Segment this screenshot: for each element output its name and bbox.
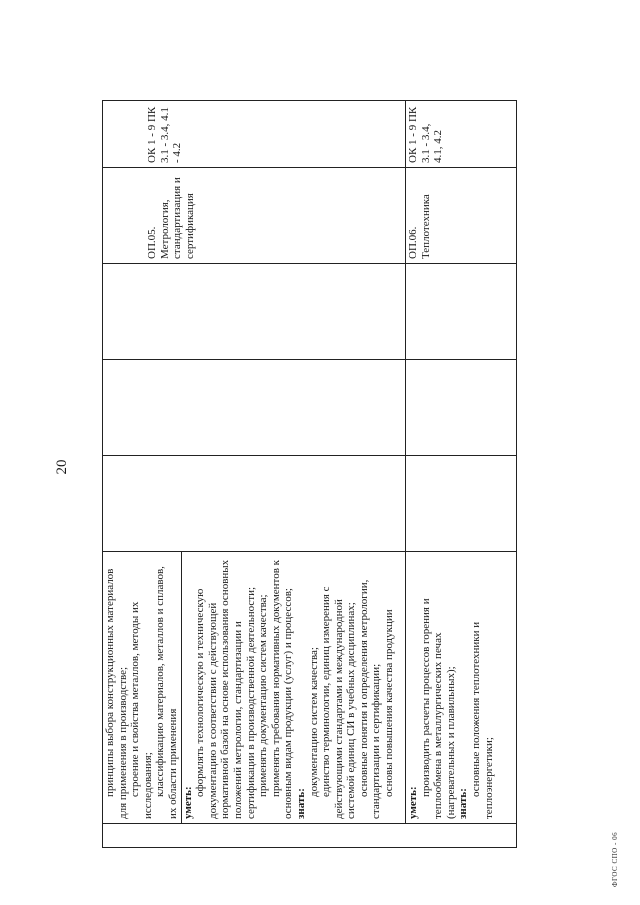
empty-cell [406, 456, 517, 552]
discipline-name: ОП.05. Метрология, стандартизация и сертификация [146, 177, 196, 259]
table-row [406, 101, 517, 848]
requirements-cell [406, 552, 517, 824]
knowledge-item: основные понятия и определения метрологии, стандартизации и сертификации; [357, 579, 383, 819]
znat-label: знать: [294, 788, 307, 819]
competencies-cell [406, 101, 517, 168]
table-row [103, 101, 406, 848]
knowledge-item: единство терминологии, единиц измерения с действующими стандартами и международной системой единиц СИ в учебных дисциплинах; [320, 586, 358, 819]
competency-table [102, 100, 517, 848]
znat-label: знать: [457, 788, 470, 819]
discipline-cell [406, 168, 517, 264]
empty-cell [406, 264, 517, 360]
page-number: 20 [54, 459, 70, 475]
discipline-name: ОП.06. Теплотехника [407, 194, 432, 259]
knowledge-item: основные положения теплотехники и теплоэнергетики; [469, 621, 495, 819]
knowledge-item: документацию систем качества; [307, 647, 320, 797]
competency-codes: ОК 1 - 9 ПК 3.1 - 3.4, 4.1, 4.2 [407, 106, 445, 163]
empty-cell [103, 456, 406, 552]
empty-cell [103, 264, 406, 360]
discipline-cell [103, 168, 406, 264]
empty-cell [103, 360, 406, 456]
competencies-cell [103, 101, 406, 168]
skill-item: оформлять технологическую и техническую документацию в соответствии с действующей нормативной базой на основе использования основных положений метрологии, стандартизации и сертификации в производственной деятельности; [194, 559, 257, 819]
requirements-cell [103, 552, 406, 824]
empty-cell [406, 360, 517, 456]
skill-item: применять требования нормативных документов к основным видам продукции (услуг) и процессов; [269, 559, 295, 819]
index-cell [103, 824, 517, 848]
requirement-line: классификацию материалов, металлов и сплавов, их области применения [154, 566, 179, 819]
skill-item: применять документацию систем качества; [257, 594, 270, 797]
knowledge-item: основы повышения качества продукции [383, 609, 396, 797]
skill-item: производить расчеты процессов горения и теплообмена в металлургических печах (нагревательных и плавильных); [419, 598, 457, 819]
footer-code: ФГОС СПО - 06 [611, 831, 619, 887]
requirement-line: принципы выбора конструкционных материалов для применения в производстве; [104, 568, 129, 819]
umet-label: уметь: [181, 786, 194, 819]
competency-codes: ОК 1 - 9 ПК 3.1 - 3.4, 4.1 - 4.2 [146, 106, 184, 163]
umet-label: уметь: [407, 786, 419, 819]
requirement-line: строение и свойства металлов, методы их исследования; [129, 601, 154, 819]
